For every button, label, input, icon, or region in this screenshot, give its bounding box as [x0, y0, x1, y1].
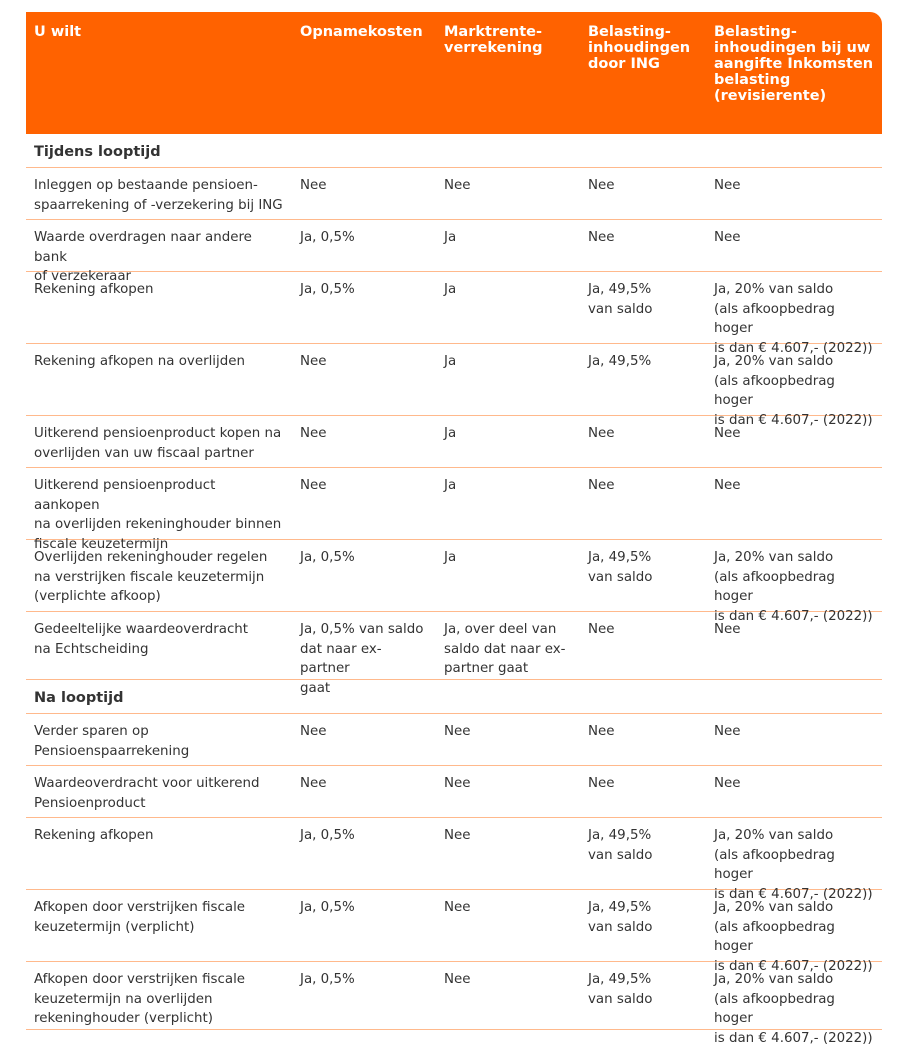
table-cell: Ja, 49,5% van saldo [588, 550, 653, 585]
header-cell: Opnamekosten [300, 24, 423, 40]
table-cell: Nee [588, 724, 615, 739]
table-cell: Ja, 0,5% [300, 282, 355, 297]
table-cell: Nee [300, 478, 327, 493]
table-cell: Rekening afkopen [34, 828, 154, 843]
table-cell: Ja, 0,5% [300, 900, 355, 915]
table-cell: Nee [444, 900, 471, 915]
table-cell: Inleggen op bestaande pensioen- spaarrekening of -verzekering bij ING [34, 178, 283, 213]
table-cell: Afkopen door verstrijken fiscale keuzetermijn (verplicht) [34, 900, 246, 935]
table-cell: Ja, 49,5% [588, 354, 652, 369]
table-row [26, 468, 882, 552]
table-cell: Nee [714, 230, 741, 245]
table-row [26, 540, 882, 624]
table-cell: Ja, over deel van saldo dat naar ex- partner gaat [444, 622, 566, 676]
table-cell: Ja, 0,5% [300, 550, 355, 565]
table-cell: Nee [444, 972, 471, 987]
table-cell: Nee [588, 178, 615, 193]
table-cell: Nee [714, 776, 741, 791]
table-cell: Ja [444, 426, 457, 441]
table-cell: Nee [300, 724, 327, 739]
table-cell: Nee [714, 724, 741, 739]
table-row [26, 962, 882, 1046]
table-cell: Afkopen door verstrijken fiscale keuzetermijn na overlijden rekeninghouder (verplicht) [34, 972, 246, 1026]
section-rows [26, 714, 882, 1046]
table-header [26, 12, 882, 134]
table-cell: Nee [714, 178, 741, 193]
table-cell: Waarde overdragen naar andere bank of verzekeraar [34, 230, 252, 284]
table-cell: Ja, 20% van saldo (als afkoopbedrag hoger is dan € 4.607,- (2022)) [714, 972, 873, 1046]
table-cell: Ja, 20% van saldo (als afkoopbedrag hoger is dan € 4.607,- (2022)) [714, 354, 873, 428]
table-cell: Nee [300, 354, 327, 369]
section-rows [26, 168, 882, 696]
table-row [26, 168, 882, 220]
table-cell: Nee [444, 776, 471, 791]
table-cell: Verder sparen op Pensioenspaarrekening [34, 724, 190, 759]
table-cell: Nee [588, 426, 615, 441]
table-cell: Nee [588, 230, 615, 245]
header-cell: Belasting- inhoudingen bij uw aangifte Inkomsten belasting (revisierente) [714, 24, 874, 104]
table-cell: Ja, 0,5% [300, 972, 355, 987]
table-cell: Ja, 0,5% [300, 230, 355, 245]
table-cell: Ja, 20% van saldo (als afkoopbedrag hoger is dan € 4.607,- (2022)) [714, 550, 873, 624]
table-cell: Waardeoverdracht voor uitkerend Pensioenproduct [34, 776, 260, 811]
table-cell: Nee [588, 622, 615, 637]
table-cell: Rekening afkopen [34, 282, 154, 297]
table-row [26, 818, 882, 902]
table-row [26, 272, 882, 356]
table-cell: Ja, 0,5% van saldo dat naar ex-partner gaat [300, 622, 424, 696]
table-cell: Ja, 20% van saldo (als afkoopbedrag hoger is dan € 4.607,- (2022)) [714, 900, 873, 974]
table-cell: Rekening afkopen na overlijden [34, 354, 245, 369]
table-cell: Ja [444, 282, 457, 297]
table-cell: Overlijden rekeninghouder regelen na verstrijken fiscale keuzetermijn (verplichte afkoop) [34, 550, 268, 604]
table-cell: Nee [714, 426, 741, 441]
table-cell: Ja, 0,5% [300, 828, 355, 843]
table-cell: Ja [444, 550, 457, 565]
header-cell: Marktrente- verrekening [444, 24, 543, 56]
section-title: Tijdens looptijd [26, 134, 882, 168]
table-cell: Nee [300, 776, 327, 791]
pension-table [26, 12, 882, 1046]
table-cell: Ja [444, 354, 457, 369]
table-cell: Ja, 49,5% van saldo [588, 972, 653, 1007]
table-cell: Ja [444, 478, 457, 493]
table-cell: Uitkerend pensioenproduct aankopen na overlijden rekeninghouder binnen fiscale keuzetermijn [34, 478, 282, 552]
header-cell: U wilt [34, 24, 82, 40]
table-cell: Nee [300, 178, 327, 193]
table-row [26, 344, 882, 428]
table-cell: Nee [588, 776, 615, 791]
table-cell: Ja, 49,5% van saldo [588, 900, 653, 935]
table-cell: Ja, 49,5% van saldo [588, 828, 653, 863]
table-cell: Gedeeltelijke waardeoverdracht na Echtscheiding [34, 622, 249, 657]
table-row [26, 766, 882, 818]
table-cell: Ja, 20% van saldo (als afkoopbedrag hoger is dan € 4.607,- (2022)) [714, 282, 873, 356]
table-row [26, 220, 882, 284]
table-cell: Ja, 49,5% van saldo [588, 282, 653, 317]
table-cell: Nee [714, 622, 741, 637]
table-cell: Uitkerend pensioenproduct kopen na overlijden van uw fiscaal partner [34, 426, 282, 461]
table-cell: Nee [444, 828, 471, 843]
table-cell: Nee [444, 724, 471, 739]
table-row [26, 612, 882, 696]
table-cell: Nee [588, 478, 615, 493]
header-cell: Belasting- inhoudingen door ING [588, 24, 691, 72]
table-cell: Nee [300, 426, 327, 441]
table-row [26, 890, 882, 974]
table-row [26, 416, 882, 468]
table-cell: Nee [444, 178, 471, 193]
table-cell: Ja, 20% van saldo (als afkoopbedrag hoger is dan € 4.607,- (2022)) [714, 828, 873, 902]
table-cell: Nee [714, 478, 741, 493]
table-cell: Ja [444, 230, 457, 245]
section-title: Na looptijd [26, 680, 882, 714]
table-row [26, 714, 882, 766]
